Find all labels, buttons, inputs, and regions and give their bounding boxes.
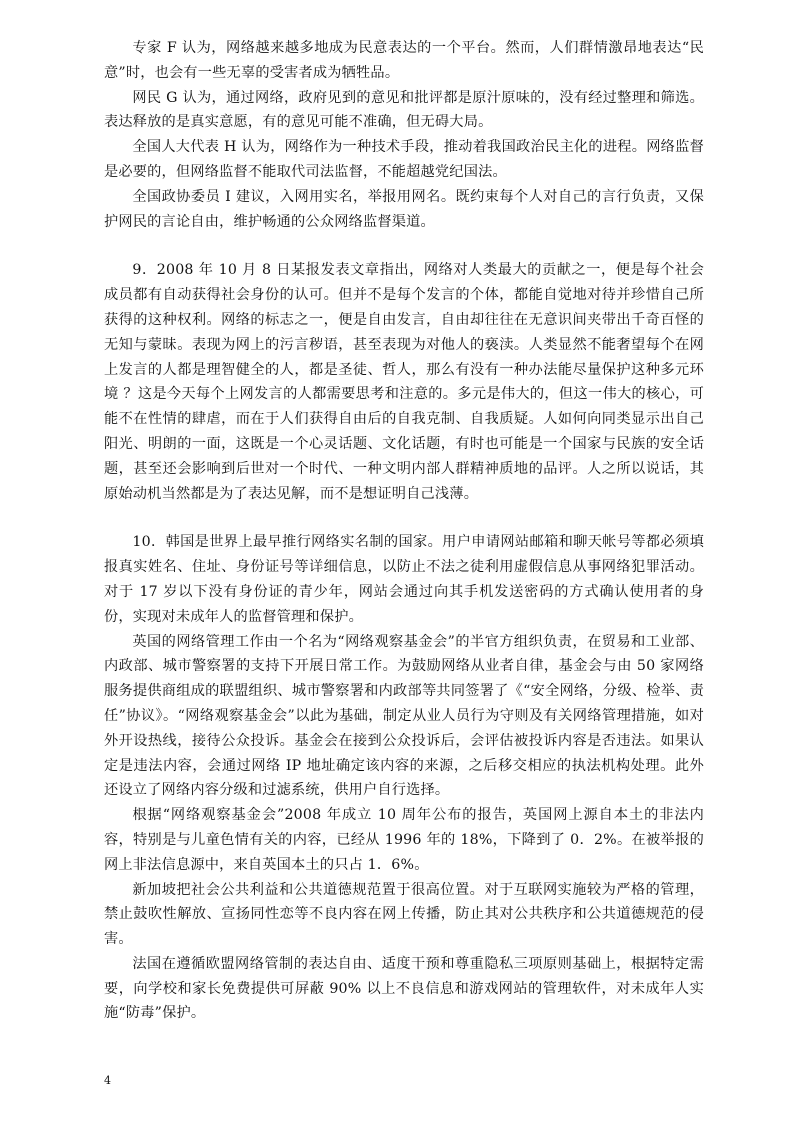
- paragraph-korea: 10．韩国是世界上最早推行网络实名制的国家。用户申请网站邮箱和聊天帐号等都必须填报真实姓名、住址、身份证号等详细信息，以防止不法之徒利用虚假信息从事网络犯罪活动。对于 17 岁以下没有身份证的青少年，网站会通过向其手机发送密码的方式确认使用者的身份，实现对未成年人的监督管理和保护。: [104, 534, 704, 625]
- section-spacer: [104, 506, 704, 530]
- section-spacer: [104, 234, 704, 258]
- page-number: 4: [104, 1074, 111, 1087]
- paragraph-uk-report: 根据“网络观察基金会”2008 年成立 10 周年公布的报告，英国网上源自本土的非法内容，特别是与儿童色情有关的内容，已经从 1996 年的 18%，下降到了 0．2%。在被举报的网上非法信息源中，来自英国本土的只占 1．6%。: [104, 807, 704, 873]
- paragraph-npc-h: 全国人大代表 H 认为，网络作为一种技术手段，推动着我国政治民主化的进程。网络监督是必要的，但网络监督不能取代司法监督，不能超越党纪国法。: [104, 139, 704, 180]
- paragraph-item-9: 9．2008 年 10 月 8 日某报发表文章指出，网络对人类最大的贡献之一，便是每个社会成员都有自动获得社会身份的认可。但并不是每个发言的个体，都能自觉地对待并珍惜自己所获得的这种权利。网络的标志之一，便是自由发言，自由却往往在无意识间夹带出千奇百怪的无知与蒙昧。表现为网上的污言秽语，甚至表现为对他人的亵渎。人类显然不能奢望每个在网上发言的人都是理智健全的人，都是圣徒、哲人，那么有没有一种办法能尽量保护这种多元环境 ？这是今天每个上网发言的人都需要思考和注意的。多元是伟大的，但这一伟大的核心，可能不在性情的肆虐，而在于人们获得自由后的自我克制、自我质疑。人如何向同类显示出自己阳光、明朗的一面，这既是一个心灵话题、文化话题，有时也可能是一个国家与民族的安全话题，甚至还会影响到后世对一个时代、一种文明内部人群精神质地的品评。人之所以说话，其原始动机当然都是为了表达见解，而不是想证明自己浅薄。: [104, 262, 704, 502]
- section-opinions: [104, 36, 704, 234]
- paragraph-france: 法国在遵循欧盟网络管制的表达自由、适度干预和尊重隐私三项原则基础上，根据特定需要，向学校和家长免费提供可屏蔽 90% 以上不良信息和游戏网站的管理软件，对未成年人实施“防毒”保护。: [104, 955, 704, 1022]
- paragraph-expert-f: 专家 F 认为，网络越来越多地成为民意表达的一个平台。然而，人们群情激昂地表达“民意”时，也会有一些无辜的受害者成为牺牲品。: [104, 40, 704, 81]
- paragraph-uk: 英国的网络管理工作由一个名为“网络观察基金会”的半官方组织负责，在贸易和工业部、内政部、城市警察署的支持下开展日常工作。为鼓励网络从业者自律，基金会与由 50 家网络服务提供商组成的联盟组织、城市警察署和内政部等共同签署了《“安全网络，分级、检举、责任”协议》。“网络观察基金会”以此为基础，制定从业人员行为守则及有关网络管理措施，如对外开设热线，接待公众投诉。基金会在接到公众投诉后，会评估被投诉内容是否违法。如果认定是违法内容，会通过网络 IP 地址确定该内容的来源，之后移交相应的执法机构处理。此外还设立了网络内容分级和过滤系统，供用户自行选择。: [104, 633, 704, 799]
- section-item-9: [104, 258, 704, 506]
- section-item-10: [104, 530, 704, 1026]
- document-page: [104, 36, 704, 1026]
- paragraph-cppcc-i: 全国政协委员 I 建议，入网用实名，举报用网名。既约束每个人对自己的言行负责，又保护网民的言论自由，维护畅通的公众网络监督渠道。: [104, 188, 704, 230]
- paragraph-netizen-g: 网民 G 认为，通过网络，政府见到的意见和批评都是原汁原味的，没有经过整理和筛选。表达释放的是真实意愿，有的意见可能不准确，但无碍大局。: [104, 89, 704, 131]
- paragraph-singapore: 新加坡把社会公共利益和公共道德规范置于很高位置。对于互联网实施较为严格的管理，禁止鼓吹性解放、宣扬同性恋等不良内容在网上传播，防止其对公共秩序和公共道德规范的侵害。: [104, 881, 704, 948]
